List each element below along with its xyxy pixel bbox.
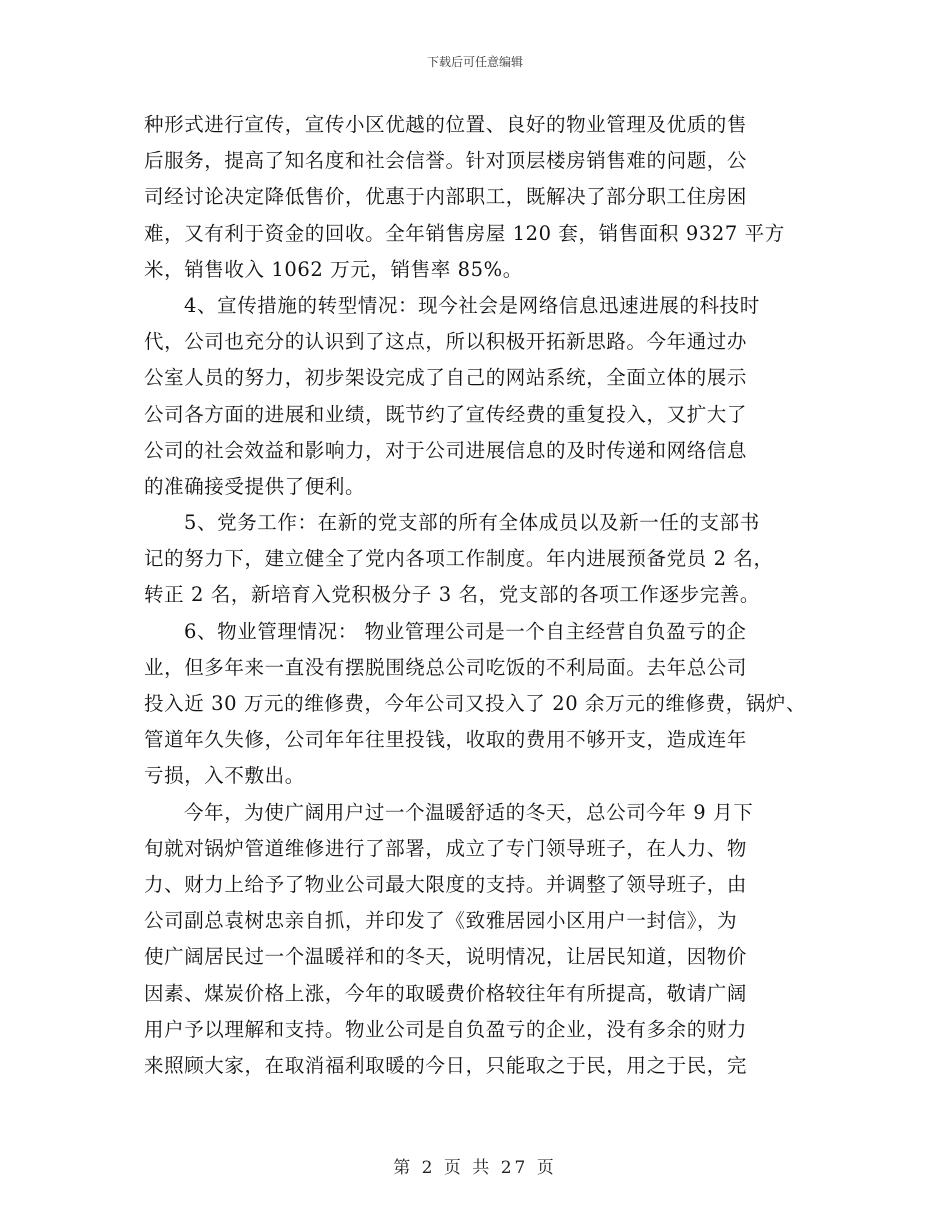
text-line: 因素、煤炭价格上涨，今年的取暖费价格较往年有所提高，敬请广阔 bbox=[144, 981, 748, 1005]
text-line: 难，又有利于资金的回收。全年销售房屋 120 套，销售面积 9327 平方 bbox=[144, 221, 785, 245]
page-number-footer: 第 2 页 共 27 页 bbox=[393, 1158, 557, 1178]
text-line: 使广阔居民过一个温暖祥和的冬天，说明情况，让居民知道，因物价 bbox=[144, 945, 748, 969]
text-line: 后服务，提高了知名度和社会信誉。针对顶层楼房销售难的问题，公 bbox=[144, 149, 748, 173]
text-line: 的准确接受提供了便利。 bbox=[144, 474, 366, 498]
text-line: 公司的社会效益和影响力，对于公司进展信息的及时传递和网络信息 bbox=[144, 438, 748, 462]
text-line: 代，公司也充分的认识到了这点，所以积极开拓新思路。今年通过办 bbox=[144, 330, 748, 354]
text-line: 力、财力上给予了物业公司最大限度的支持。并调整了领导班子，由 bbox=[144, 872, 748, 896]
text-line: 公室人员的努力，初步架设完成了自己的网站系统，全面立体的展示 bbox=[144, 366, 748, 390]
text-line: 米，销售收入 1062 万元，销售率 85%。 bbox=[144, 257, 523, 281]
text-line: 5、党务工作：在新的党支部的所有全体成员以及新一任的支部书 bbox=[184, 511, 760, 535]
text-line: 亏损，入不敷出。 bbox=[144, 764, 305, 788]
text-line: 司经讨论决定降低售价，优惠于内部职工，既解决了部分职工住房困 bbox=[144, 185, 748, 209]
text-line: 投入近 30 万元的维修费，今年公司又投入了 20 余万元的维修费，锅炉、 bbox=[144, 692, 807, 715]
text-line: 旬就对锅炉管道维修进行了部署，成立了专门领导班子，在人力、物 bbox=[144, 836, 748, 860]
text-line: 来照顾大家，在取消福利取暖的今日，只能取之于民，用之于民，完 bbox=[144, 1053, 748, 1077]
text-line: 今年，为使广阔用户过一个温暖舒适的冬天，总公司今年 9 月下 bbox=[184, 800, 754, 824]
text-line: 管道年久失修，公司年年往里投钱，收取的费用不够开支，造成连年 bbox=[144, 728, 748, 752]
text-line: 记的努力下，建立健全了党内各项工作制度。年内进展预备党员 2 名， bbox=[144, 547, 774, 571]
page-header: 下载后可任意编辑 bbox=[426, 55, 523, 69]
text-line: 转正 2 名，新培育入党积极分子 3 名，党支部的各项工作逐步完善。 bbox=[144, 583, 761, 607]
text-line: 4、宣传措施的转型情况：现今社会是网络信息迅速进展的科技时 bbox=[184, 293, 760, 317]
text-line: 6、物业管理情况： 物业管理公司是一个自主经营自负盈亏的企 bbox=[184, 619, 747, 643]
document-body bbox=[144, 107, 844, 1084]
text-line: 种形式进行宣传，宣传小区优越的位置、良好的物业管理及优质的售 bbox=[144, 113, 748, 136]
text-line: 公司各方面的进展和业绩，既节约了宣传经费的重复投入，又扩大了 bbox=[144, 402, 748, 426]
text-line: 公司副总袁树忠亲自抓，并印发了《致雅居园小区用户一封信》，为 bbox=[144, 909, 738, 933]
text-line: 业，但多年来一直没有摆脱围绕总公司吃饭的不利局面。去年总公司 bbox=[144, 655, 748, 679]
text-line: 用户予以理解和支持。物业公司是自负盈亏的企业，没有多余的财力 bbox=[144, 1017, 748, 1041]
